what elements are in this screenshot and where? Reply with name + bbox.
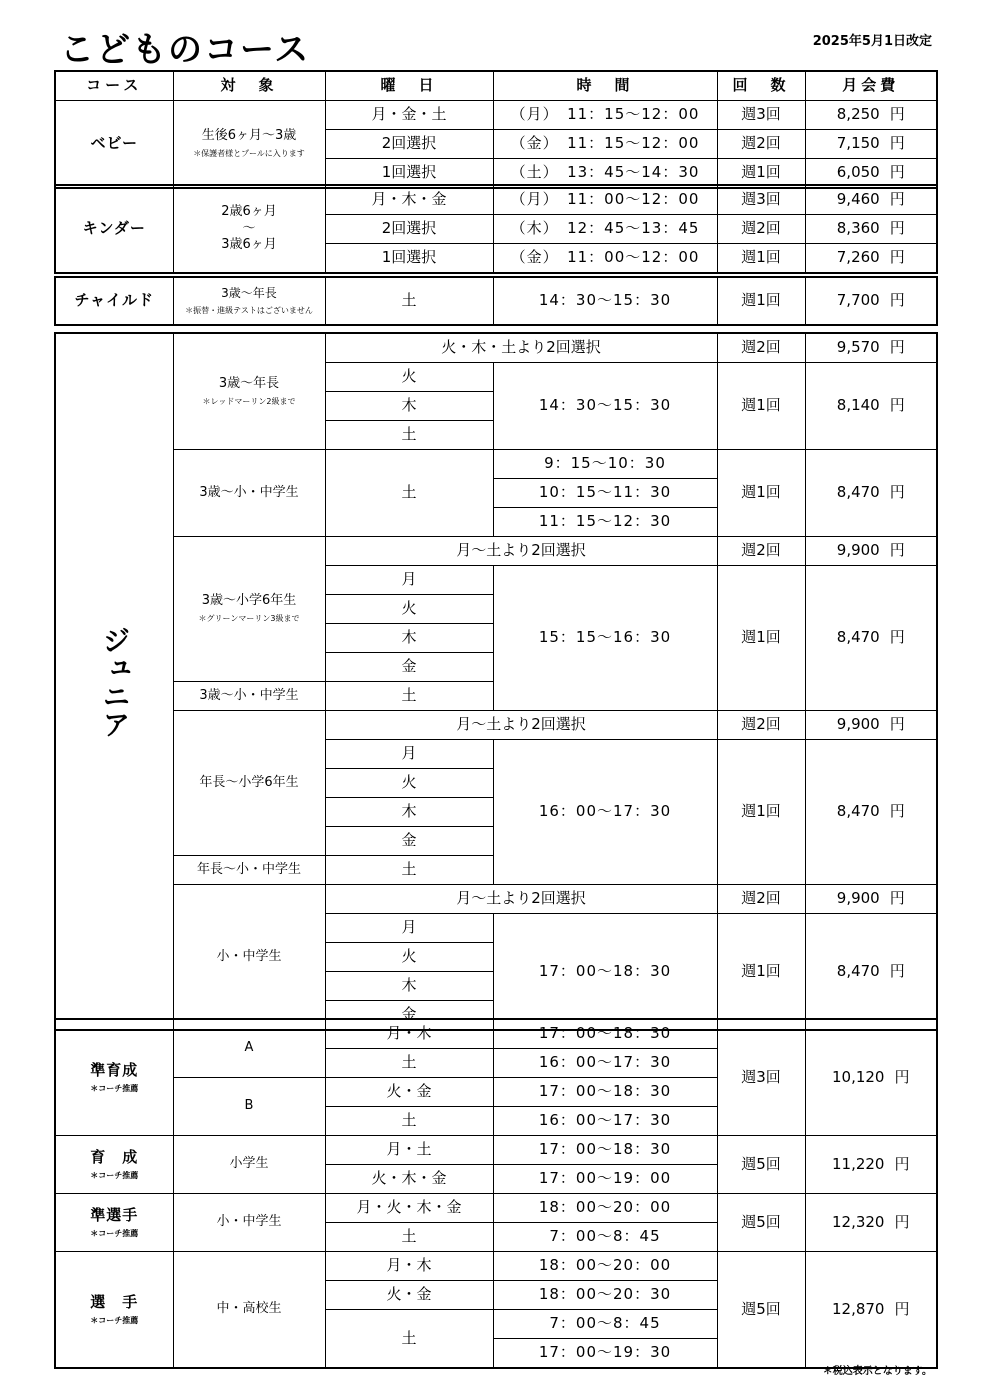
day: 火・金 xyxy=(325,1281,493,1310)
pick-label: 月～土より2回選択 xyxy=(325,711,717,740)
frequency: 週5回 xyxy=(717,1136,805,1194)
target: 3歳～年長 xyxy=(218,375,280,391)
frequency: 週1回 xyxy=(717,244,805,274)
table-row xyxy=(55,711,937,740)
day: 月 xyxy=(325,566,493,595)
frequency: 週3回 xyxy=(717,101,805,130)
day: 月・木 xyxy=(325,1019,493,1049)
time: 18：00～20：30 xyxy=(493,1281,717,1310)
target: 2歳6ヶ月 xyxy=(221,203,277,219)
day: 月 xyxy=(325,740,493,769)
day: 2回選択 xyxy=(325,215,493,244)
frequency: 週1回 xyxy=(717,450,805,537)
header-frequency: 回 数 xyxy=(717,71,805,101)
day: 火・金 xyxy=(325,1078,493,1107)
kinder-table xyxy=(54,184,938,274)
day: 土 xyxy=(325,450,493,537)
frequency: 週2回 xyxy=(717,711,805,740)
time: 18：00～20：00 xyxy=(493,1252,717,1281)
advanced-table xyxy=(54,1018,938,1369)
fee: 8,470 円 xyxy=(805,914,937,1031)
day: 月・金・土 xyxy=(325,101,493,130)
time: （月） 11：15～12：00 xyxy=(493,101,717,130)
day: 1回選択 xyxy=(325,244,493,274)
fee: 8,470 円 xyxy=(805,740,937,885)
day: 土 xyxy=(325,421,493,450)
course-name-junior: ジュニア xyxy=(55,333,173,1030)
target-note: ＊振替・進級テストはございません xyxy=(185,305,313,315)
day: 金 xyxy=(325,827,493,856)
time: 17：00～18：30 xyxy=(493,914,717,1031)
time: 17：00～19：30 xyxy=(493,1339,717,1369)
time: 11：15～12：30 xyxy=(493,508,717,537)
fee: 7,700 円 xyxy=(805,277,937,325)
fee: 6,050 円 xyxy=(805,159,937,189)
frequency: 週1回 xyxy=(717,914,805,1031)
table-row xyxy=(55,1252,937,1281)
day: 土 xyxy=(325,856,493,885)
fee: 11,220 円 xyxy=(805,1136,937,1194)
table-row xyxy=(55,1136,937,1165)
pick-label: 月～土より2回選択 xyxy=(325,537,717,566)
frequency: 週2回 xyxy=(717,885,805,914)
day: 木 xyxy=(325,972,493,1001)
time: （月） 11：00～12：00 xyxy=(493,185,717,215)
table-row xyxy=(55,537,937,566)
time: 14：30～15：30 xyxy=(493,363,717,450)
table-row xyxy=(55,885,937,914)
frequency: 週2回 xyxy=(717,333,805,363)
header-fee: 月会費 xyxy=(805,71,937,101)
target-note: ＊保護者様とプールに入ります xyxy=(193,149,305,159)
day: 木 xyxy=(325,624,493,653)
table-row xyxy=(55,1194,937,1223)
day: 土 xyxy=(325,1310,493,1369)
time: （土） 13：45～14：30 xyxy=(493,159,717,189)
day: 1回選択 xyxy=(325,159,493,189)
time: 15：15～16：30 xyxy=(493,566,717,711)
fee: 9,900 円 xyxy=(805,885,937,914)
coach-note: ＊コーチ推薦 xyxy=(90,1171,139,1181)
fee: 7,150 円 xyxy=(805,130,937,159)
fee: 9,460 円 xyxy=(805,185,937,215)
time: 18：00～20：00 xyxy=(493,1194,717,1223)
header-time: 時 間 xyxy=(493,71,717,101)
target: 3歳～年長 xyxy=(221,286,277,300)
frequency: 週2回 xyxy=(717,537,805,566)
time: 7：00～8：45 xyxy=(493,1223,717,1252)
frequency: 週2回 xyxy=(717,130,805,159)
frequency: 週3回 xyxy=(717,185,805,215)
fee: 8,140 円 xyxy=(805,363,937,450)
target: 3歳～小・中学生 xyxy=(173,450,325,537)
header-day: 曜 日 xyxy=(325,71,493,101)
day: 金 xyxy=(325,653,493,682)
day: 月・火・木・金 xyxy=(325,1194,493,1223)
fee: 7,260 円 xyxy=(805,244,937,274)
tax-footnote: ＊税込表示となります。 xyxy=(822,1366,932,1377)
day: 土 xyxy=(325,1223,493,1252)
time: 14：30～15：30 xyxy=(493,277,717,325)
time: 7：00～8：45 xyxy=(493,1310,717,1339)
time: 9：15～10：30 xyxy=(493,450,717,479)
day: 金 xyxy=(325,1001,493,1031)
table-row xyxy=(55,1019,937,1049)
page-title: こどものコース xyxy=(60,30,311,70)
table-header xyxy=(55,71,937,101)
target: 中・高校生 xyxy=(173,1252,325,1369)
day: 木 xyxy=(325,392,493,421)
fee: 8,360 円 xyxy=(805,215,937,244)
frequency: 週5回 xyxy=(717,1194,805,1252)
time: （木） 12：45～13：45 xyxy=(493,215,717,244)
table-row xyxy=(55,185,937,215)
day: 月・木 xyxy=(325,1252,493,1281)
target: A xyxy=(173,1019,325,1078)
course-name: 育 成 xyxy=(90,1147,139,1166)
target: 生後6ヶ月～3歳 xyxy=(201,128,297,144)
fee: 8,470 円 xyxy=(805,566,937,711)
revision-date: 2025年5月1日改定 xyxy=(812,34,932,49)
target-note: ＊レッドマーリン2級まで xyxy=(202,396,296,406)
time: （金） 11：00～12：00 xyxy=(493,244,717,274)
time: 16：00～17：30 xyxy=(493,1107,717,1136)
day: 土 xyxy=(325,1107,493,1136)
time: 17：00～18：30 xyxy=(493,1136,717,1165)
pick-label: 火・木・土より2回選択 xyxy=(325,333,717,363)
day: 土 xyxy=(325,277,493,325)
fee: 9,900 円 xyxy=(805,537,937,566)
day: 月・土 xyxy=(325,1136,493,1165)
day: 月 xyxy=(325,914,493,943)
fee: 8,470 円 xyxy=(805,450,937,537)
day: 土 xyxy=(325,1049,493,1078)
time: 10：15～11：30 xyxy=(493,479,717,508)
day: 火 xyxy=(325,595,493,624)
header-course: コース xyxy=(55,71,173,101)
pick-label: 月～土より2回選択 xyxy=(325,885,717,914)
day: 火・木・金 xyxy=(325,1165,493,1194)
target: 小・中学生 xyxy=(173,885,325,1031)
frequency: 週2回 xyxy=(717,215,805,244)
course-name: 準育成 xyxy=(90,1060,139,1079)
course-name: 準選手 xyxy=(90,1205,139,1224)
course-name: 選 手 xyxy=(90,1292,139,1311)
fee: 12,870 円 xyxy=(805,1252,937,1369)
baby-table xyxy=(54,70,938,189)
course-name: キンダー xyxy=(55,185,173,273)
table-row xyxy=(55,277,937,325)
junior-table xyxy=(54,332,938,1031)
target: 年長～小・中学生 xyxy=(173,856,325,885)
day: 月・木・金 xyxy=(325,185,493,215)
course-name: ベビー xyxy=(55,101,173,189)
day: 土 xyxy=(325,682,493,711)
time: （金） 11：15～12：00 xyxy=(493,130,717,159)
fee: 12,320 円 xyxy=(805,1194,937,1252)
fee: 10,120 円 xyxy=(805,1019,937,1136)
table-row xyxy=(55,450,937,479)
table-row xyxy=(55,101,937,130)
table-row xyxy=(55,333,937,363)
coach-note: ＊コーチ推薦 xyxy=(90,1316,139,1326)
fee: 9,570 円 xyxy=(805,333,937,363)
day: 火 xyxy=(325,769,493,798)
fee: 8,250 円 xyxy=(805,101,937,130)
frequency: 週1回 xyxy=(717,363,805,450)
time: 17：00～18：30 xyxy=(493,1078,717,1107)
frequency: 週1回 xyxy=(717,277,805,325)
header-target: 対 象 xyxy=(173,71,325,101)
frequency: 週1回 xyxy=(717,740,805,885)
fee: 9,900 円 xyxy=(805,711,937,740)
child-table xyxy=(54,276,938,326)
coach-note: ＊コーチ推薦 xyxy=(90,1084,139,1094)
day: 火 xyxy=(325,363,493,392)
frequency: 週1回 xyxy=(717,566,805,711)
day: 火 xyxy=(325,943,493,972)
target: 年長～小学6年生 xyxy=(173,711,325,856)
time: 16：00～17：30 xyxy=(493,740,717,885)
day: 木 xyxy=(325,798,493,827)
time: 17：00～18：30 xyxy=(493,1019,717,1049)
target: 3歳～小学6年生 xyxy=(201,593,297,609)
target: 3歳6ヶ月 xyxy=(221,237,277,253)
target-note: ＊グリーンマーリン3級まで xyxy=(198,614,300,624)
target: 3歳～小・中学生 xyxy=(173,682,325,711)
time: 16：00～17：30 xyxy=(493,1049,717,1078)
target: B xyxy=(173,1078,325,1136)
target: 小・中学生 xyxy=(173,1194,325,1252)
time: 17：00～19：00 xyxy=(493,1165,717,1194)
frequency: 週3回 xyxy=(717,1019,805,1136)
target: 小学生 xyxy=(173,1136,325,1194)
frequency: 週5回 xyxy=(717,1252,805,1369)
course-name: チャイルド xyxy=(55,277,173,325)
frequency: 週1回 xyxy=(717,159,805,189)
day: 2回選択 xyxy=(325,130,493,159)
target-range: ～ xyxy=(242,220,256,236)
coach-note: ＊コーチ推薦 xyxy=(90,1229,139,1239)
